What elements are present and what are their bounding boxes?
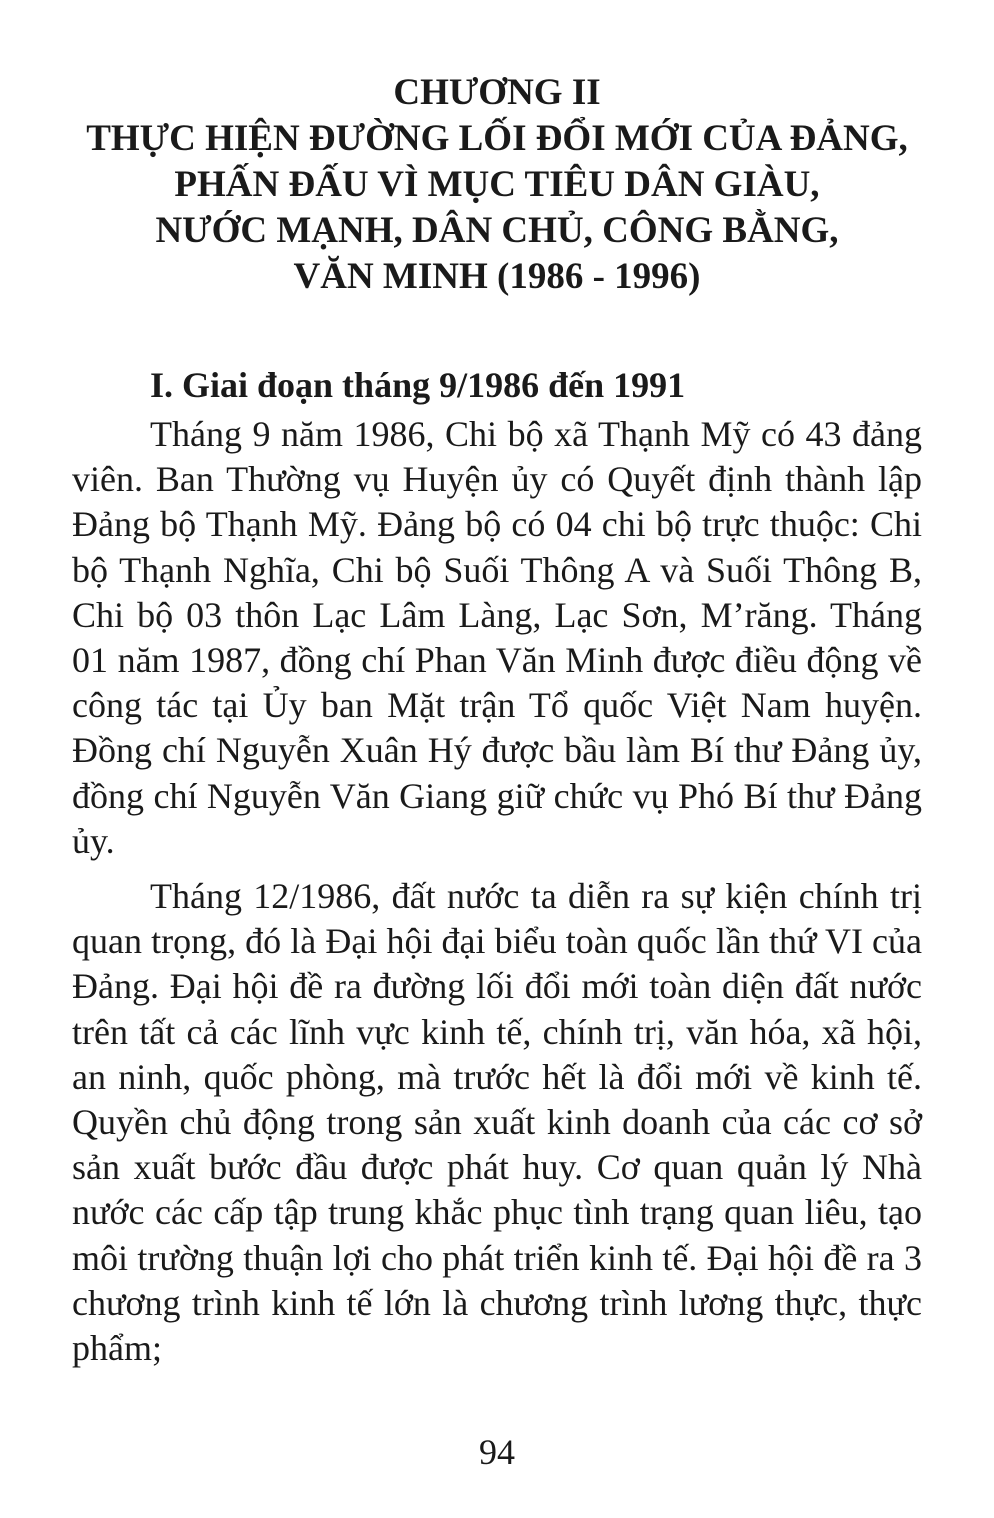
- chapter-title-line-3: NƯỚC MẠNH, DÂN CHỦ, CÔNG BẰNG,: [155, 210, 839, 251]
- page-content: [72, 70, 922, 1371]
- chapter-title-line-1: THỰC HIỆN ĐƯỜNG LỐI ĐỔI MỚI CỦA ĐẢNG,: [86, 118, 908, 159]
- chapter-heading: [72, 70, 922, 300]
- page-number: 94: [479, 1432, 515, 1472]
- chapter-number: CHƯƠNG II: [393, 72, 601, 113]
- body-paragraph-1: Tháng 9 năm 1986, Chi bộ xã Thạnh Mỹ có 43 đảng viên. Ban Thường vụ Huyện ủy có Quyết định thành lập Đảng bộ Thạnh Mỹ. Đảng bộ có 04 chi bộ trực thuộc: Chi bộ Thạnh Nghĩa, Chi bộ Suối Thông A và Suối Thông B, Chi bộ 03 thôn Lạc Lâm Làng, Lạc Sơn, M’răng. Tháng 01 năm 1987, đồng chí Phan Văn Minh được điều động về công tác tại Ủy ban Mặt trận Tổ quốc Việt Nam huyện. Đồng chí Nguyễn Xuân Hý được bầu làm Bí thư Đảng ủy, đồng chí Nguyễn Văn Giang giữ chức vụ Phó Bí thư Đảng ủy.: [72, 414, 922, 861]
- chapter-title-line-2: PHẤN ĐẤU VÌ MỤC TIÊU DÂN GIÀU,: [174, 164, 820, 205]
- section-heading: I. Giai đoạn tháng 9/1986 đến 1991: [150, 365, 686, 405]
- body-paragraph-2: Tháng 12/1986, đất nước ta diễn ra sự kiện chính trị quan trọng, đó là Đại hội đại biểu toàn quốc lần thứ VI của Đảng. Đại hội đề ra đường lối đổi mới toàn diện đất nước trên tất cả các lĩnh vực kinh tế, chính trị, văn hóa, xã hội, an ninh, quốc phòng, mà trước hết là đổi mới về kinh tế. Quyền chủ động trong sản xuất kinh doanh của các cơ sở sản xuất bước đầu được phát huy. Cơ quan quản lý Nhà nước các cấp tập trung khắc phục tình trạng quan liêu, tạo môi trường thuận lợi cho phát triển kinh tế. Đại hội đề ra 3 chương trình kinh tế lớn là chương trình lương thực, thực phẩm;: [72, 876, 922, 1369]
- chapter-title-line-4: VĂN MINH (1986 - 1996): [293, 256, 701, 297]
